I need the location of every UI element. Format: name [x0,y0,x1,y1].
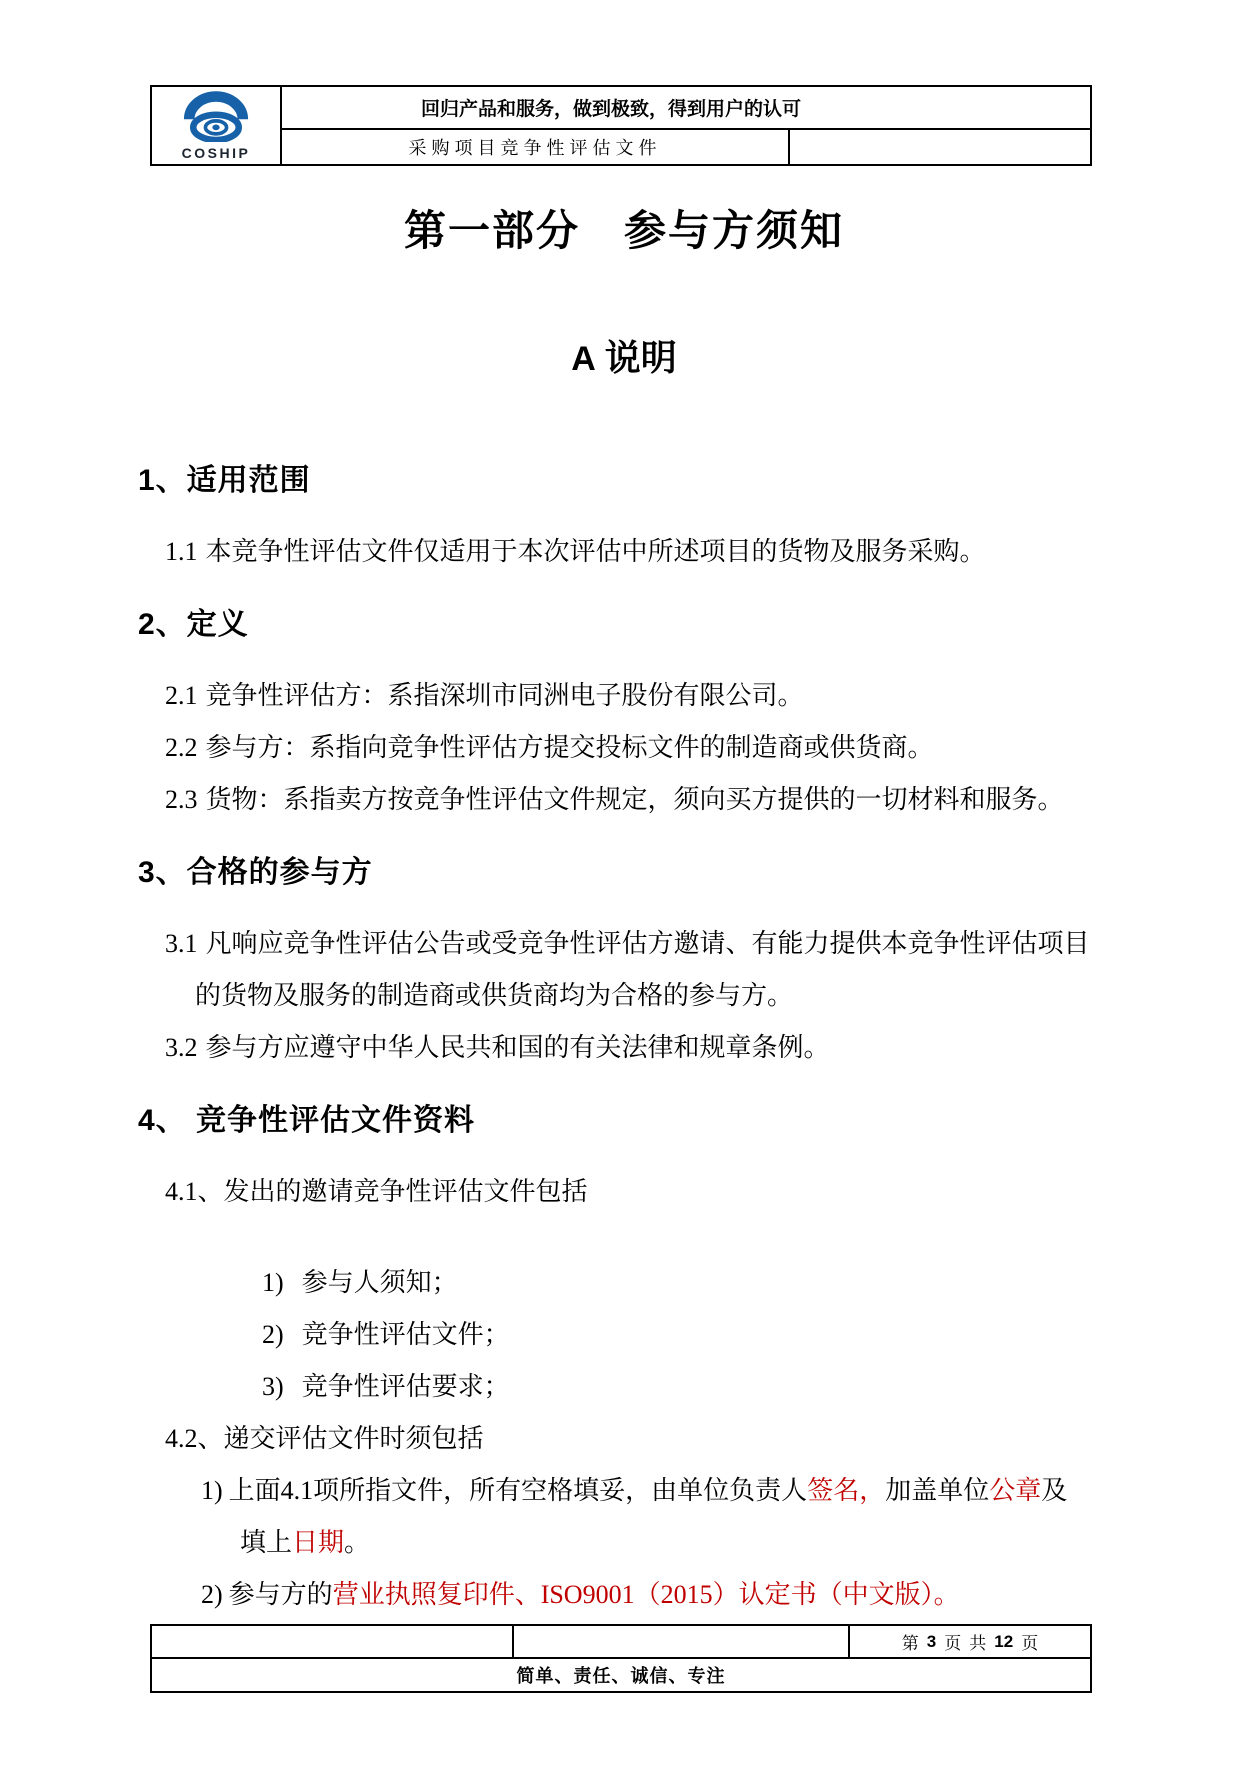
section-4-heading: 4、 竞争性评估文件资料 [138,1104,476,1137]
item-number: 1) [262,1268,284,1297]
clause-4-2-label: 4.2、递交评估文件时须包括 [165,1424,484,1453]
clause-text: 参与方应遵守中华人民共和国的有关法律和规章条例。 [205,1033,830,1062]
page-number-prefix: 第 [901,1634,919,1653]
highlighted-text-signature: 签名， [807,1476,886,1505]
list-item-4-1-2 [150,1309,1100,1361]
clause-text: 参与方：系指向竞争性评估方提交投标文件的制造商或供货商。 [205,733,934,762]
clause-text: 货物：系指卖方按竞争性评估文件规定，须向买方提供的一切材料和服务。 [205,785,1064,814]
document-header [150,85,1092,166]
item-text: 竞争性评估要求； [301,1372,510,1401]
coship-logo-icon [175,90,257,147]
item-text: 填上 [240,1528,293,1557]
page-number [850,1626,1090,1657]
clause-1-1 [150,526,1100,578]
item-number: 2) [201,1580,223,1609]
footer-empty-cell-2 [514,1626,850,1657]
document-footer [150,1624,1092,1693]
clause-text: 本竞争性评估文件仅适用于本次评估中所述项目的货物及服务采购。 [205,537,986,566]
list-item-4-2-1-line2 [150,1517,1100,1569]
clause-text: 竞争性评估方：系指深圳市同洲电子股份有限公司。 [205,681,804,710]
footer-empty-cell-1 [152,1626,514,1657]
item-text: 及 [1041,1476,1068,1505]
clause-4-1-label: 4.1、发出的邀请竞争性评估文件包括 [165,1177,588,1206]
section-3-heading: 3、合格的参与方 [138,856,373,889]
header-empty-cell [788,130,1090,164]
clause-3-1 [150,918,1100,1022]
highlighted-text-date: 日期 [292,1528,345,1557]
list-item-4-1-3 [150,1361,1100,1413]
clause-text-line2: 的货物及服务的制造商或供货商均为合格的参与方。 [195,981,794,1010]
page-number-suffix: 页 [1021,1634,1039,1653]
document-body [138,462,1100,1621]
clause-number: 3.1 [165,929,198,958]
page-number-mid2: 共 [969,1634,987,1653]
clause-3-2 [150,1022,1100,1074]
clause-number: 1.1 [165,537,198,566]
item-number: 3) [262,1372,284,1401]
coship-logo [152,87,282,164]
clause-2-3 [150,774,1100,826]
total-page-number: 12 [994,1631,1014,1651]
clause-number: 2.3 [165,785,198,814]
item-number: 2) [262,1320,284,1349]
clause-number: 2.1 [165,681,198,710]
item-text: 参与人须知； [301,1268,458,1297]
item-text: 加盖单位 [885,1476,990,1505]
subtitle-letter: A [571,340,596,378]
item-text: 参与方的 [228,1580,333,1609]
list-item-4-2-2 [150,1569,1100,1621]
item-number: 1) [201,1476,223,1505]
list-item-4-1-1 [150,1257,1100,1309]
clause-text-line1: 凡响应竞争性评估公告或受竞争性评估方邀请、有能力提供本竞争性评估项目 [205,929,1090,958]
item-text: 。 [344,1528,371,1557]
highlighted-text-seal: 公章 [989,1476,1042,1505]
page-title: 第一部分 参与方须知 [403,209,844,255]
section-a-subtitle [0,330,1248,381]
page-number-mid1: 页 [944,1634,962,1653]
clause-number: 3.2 [165,1033,198,1062]
section-1-heading: 1、适用范围 [138,464,311,497]
header-doc-type: 采购项目竞争性评估文件 [408,138,662,158]
list-item-4-2-1-line1 [150,1465,1100,1517]
current-page-number: 3 [926,1631,937,1651]
highlighted-text-license: 营业执照复印件、ISO9001（2015）认定书（中文版）。 [332,1580,960,1609]
clause-2-2 [150,722,1100,774]
coship-logo-text: COSHIP [181,145,251,161]
clause-number: 2.2 [165,733,198,762]
footer-slogan: 简单、责任、诚信、专注 [152,1657,1090,1691]
item-text: 上面4.1项所指文件，所有空格填妥，由单位负责人 [228,1476,808,1505]
clause-2-1 [150,670,1100,722]
item-text: 竞争性评估文件； [301,1320,510,1349]
header-slogan: 回归产品和服务，做到极致，得到用户的认可 [282,87,1090,130]
subtitle-text: 说明 [604,338,677,378]
section-2-heading: 2、定义 [138,608,249,641]
